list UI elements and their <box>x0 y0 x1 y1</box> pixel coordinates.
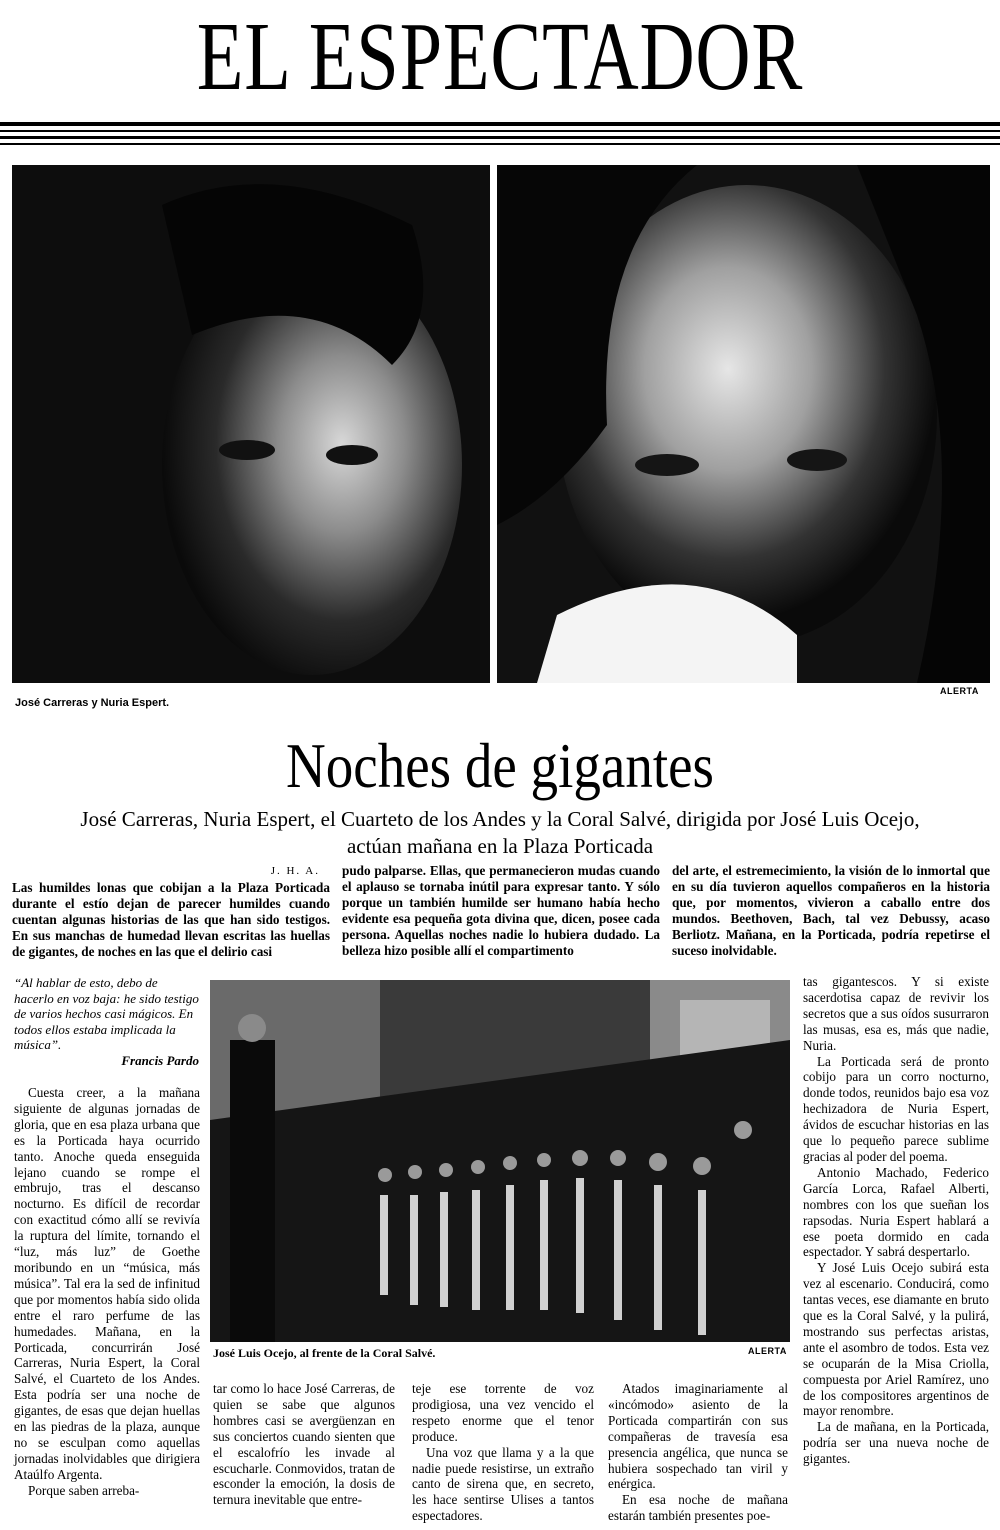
masthead-rule-thin-1 <box>0 130 1000 132</box>
pull-quote-text: “Al hablar de esto, debo de hacerlo en voz baja: he sido testigo de varios hechos casi mágicos. En todos ellos estaba implicada la música”. <box>14 975 199 1052</box>
top-photos-caption: José Carreras y Nuria Espert. <box>15 697 170 709</box>
masthead-title: EL ESPECTADOR <box>196 3 804 111</box>
body-paragraph: tas gigantescos. Y si existe sacerdotisa capaz de revivir los secretos que a sus oídos susurraron las musas, esa es, más que nadie, Nuria. <box>803 974 989 1053</box>
body-column-4 <box>608 1381 788 1524</box>
top-photos-credit: ALERTA <box>940 686 979 696</box>
body-paragraph: Atados imaginariamente al «incómodo» asiento de la Porticada compartirán con sus compañeras de travesía esa presencia angélica, que nunca se hubiera sospechado tan viril y enérgica. <box>608 1381 788 1492</box>
body-paragraph: tar como lo hace José Carreras, de quien se sabe que algunos hombres casi se avergüenzan en sus conciertos cuando sienten que el escalofrío les invade al escucharle. Conmovidos, tratan de esconder la emoción, la dosis de ternura inevitable que entre- <box>213 1381 396 1508</box>
body-paragraph: Antonio Machado, Federico García Lorca, Rafael Alberti, nombres con los que sueñan los rapsodas. Nuria Espert hablará a ese poeta dormido en cada espectador. Y sabrá despertarlo. <box>803 1164 989 1260</box>
body-column-3 <box>412 1381 594 1524</box>
body-paragraph: Cuesta creer, a la mañana siguiente de algunas jornadas de gloria, que en esa plaza urbana que es la Porticada haya ocurrido tanto. Anoche queda enseguida lejano cuando se rompe el embrujo, tras el descanso nocturno. Es difícil de recordar con exactitud cómo allí se revivía la ruptura del límite, tornando el “luz, más luz” de Goethe moribundo en un “música, más música”. Tal era la sed de infinitud que por momentos había sido olida entre el raro perfume de las humedades. Mañana, en la Porticada, concurrirán José Carreras, Nuria Espert, la Coral Salvé, el Cuarteto de los Andes. Esta podría ser una noche de gigantes, de esas que dejan huellas en las piedras de la plaza, aunque no se esculpan como aquellas jornadas inolvidables que dirigiera Ataúlfo Argenta. <box>14 1085 200 1482</box>
body-paragraph: La Porticada será de pronto cobijo para un corro nocturno, donde todos, reunidos bajo esa voz hechizadora de Nuria Espert, ávidos de escuchar historias en las que lo pequeño parece sublime gracias al poder del poema. <box>803 1053 989 1164</box>
body-paragraph: Y José Luis Ocejo subirá esta vez al escenario. Conducirá, como tantas veces, ese diamante en bruto que es la Coral Salvé, y la pulirá, mostrando sus perfectas aristas, ante el asombro de todos. Esta vez se ocuparán de la Misa Criolla, compuesta por Ariel Ramírez, uno de los compositores argentinos de mayor renombre. <box>803 1260 989 1419</box>
headline: Noches de gigantes <box>286 730 714 801</box>
masthead-rule-thick <box>0 122 1000 126</box>
body-paragraph: teje ese torrente de voz prodigiosa, una vez vencido el respeto enorme que el tenor produce. <box>412 1381 594 1444</box>
choir-photo-caption: José Luis Ocejo, al frente de la Coral Salvé. <box>213 1346 436 1360</box>
lead-column-3: del arte, el estremecimiento, la visión de lo inmortal que en su día tuvieron aquellos compañeros en la historia que, por momentos, vivieron a caballo entre dos mundos. Beethoven, Bach, tal vez Debussy, acaso Berliotz. Mañana, en la Porticada, podría repetirse el suceso inolvidable. <box>672 863 990 958</box>
body-paragraph: Porque saben arreba- <box>28 1482 140 1498</box>
photo-jose-carreras <box>12 165 490 683</box>
body-left-column <box>14 1085 200 1499</box>
body-paragraph: En esa noche de mañana estarán también presentes poe- <box>608 1492 788 1524</box>
masthead-rule-thin-2 <box>0 136 1000 139</box>
lead-column-1: Las humildes lonas que cobijan a la Plaza Porticada durante el estío dejan de parecer humildes cuando cuentan algunas historias de las que han sido testigos. En sus manchas de humedad llevan escritas las huellas de gigantes, de noches en las que el delirio casi <box>12 880 330 959</box>
body-right-column <box>803 974 989 1467</box>
body-paragraph: La de mañana, en la Porticada, podría ser una nueva noche de gigantes. <box>803 1419 989 1467</box>
photo-nuria-espert <box>497 165 990 683</box>
byline: J. H. A. <box>270 865 320 877</box>
masthead-rule-thin-3 <box>0 143 1000 145</box>
pull-quote <box>14 975 199 1069</box>
choir-photo-credit: ALERTA <box>748 1346 787 1356</box>
pull-quote-author: Francis Pardo <box>121 1052 199 1068</box>
photo-coral-salve <box>210 980 790 1342</box>
body-column-2 <box>213 1381 395 1508</box>
body-paragraph: Una voz que llama y a la que nadie puede resistirse, un extraño canto de sirena que, en secreto, les hace sentirse Ulises a tantos espectadores. <box>412 1444 594 1524</box>
subheadline: José Carreras, Nuria Espert, el Cuarteto de los Andes y la Coral Salvé, dirigida por José Luis Ocejo, actúan mañana en la Plaza Porticada <box>80 807 920 858</box>
lead-column-2: pudo palparse. Ellas, que permanecieron mudas cuando el aplauso se tornaba inútil para expresar tanto. Y sólo porque un también humilde ser humano había hecho evidente esa pequeña gota divina que, dicen, posee cada persona. Aquellas noches nadie lo hubiera dudado. La belleza hizo posible allí el compartimento <box>342 863 660 958</box>
